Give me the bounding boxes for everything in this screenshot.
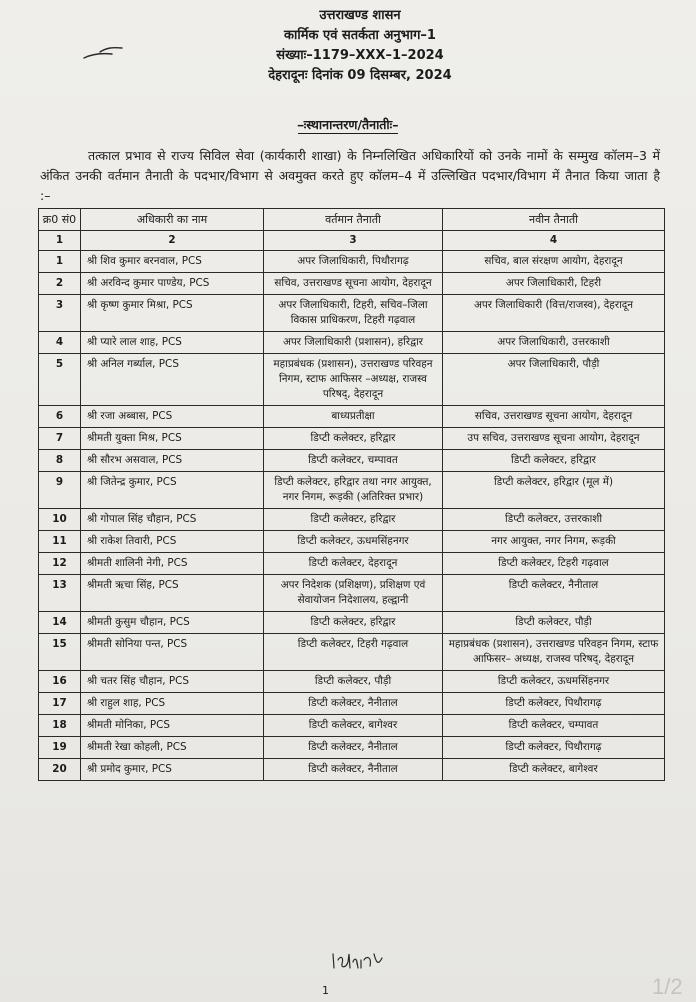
- new-posting-cell: डिप्टी कलेक्टर, चम्पावत: [443, 715, 665, 737]
- serial-cell: 4: [39, 332, 81, 354]
- current-posting-cell: डिप्टी कलेक्टर, देहरादून: [264, 553, 443, 575]
- table-row: [39, 406, 665, 428]
- order-date: देहरादूनः दिनांक 09 दिसम्बर, 2024: [268, 68, 452, 83]
- current-posting-cell: सचिव, उत्तराखण्ड सूचना आयोग, देहरादून: [264, 273, 443, 295]
- column-number-row: [39, 231, 665, 251]
- header-serial: क्र0 सं0: [39, 209, 81, 231]
- new-posting-cell: डिप्टी कलेक्टर, हरिद्वार (मूल में): [443, 472, 665, 509]
- table-row: [39, 531, 665, 553]
- officer-name-cell: श्रीमती शालिनी नेगी, PCS: [81, 553, 264, 575]
- serial-cell: 7: [39, 428, 81, 450]
- table-row: [39, 273, 665, 295]
- subject-text: –ःस्थानान्तरण/तैनातीः–: [297, 117, 399, 132]
- serial-cell: 16: [39, 671, 81, 693]
- intro-paragraph: तत्काल प्रभाव से राज्य सिविल सेवा (कार्यकारी शाखा) के निम्नलिखित अधिकारियों को उनके नामों के सम्मुख कॉलम–3 में अंकित उनकी वर्तमान तैनाती के पदभार/विभाग से अवमुक्त करते हुए कॉलम–4 में उल्लिखित पदभार/विभाग में तैनात किया जाता है :–: [40, 148, 660, 203]
- current-posting-cell: डिप्टी कलेक्टर, नैनीताल: [264, 759, 443, 781]
- new-posting-cell: अपर जिलाधिकारी (वित्त/राजस्व), देहरादून: [443, 295, 665, 332]
- current-posting-cell: महाप्रबंधक (प्रशासन), उत्तराखण्ड परिवहन निगम, स्टाफ आफिसर –अध्यक्ष, राजस्व परिषद्, देहरादून: [264, 354, 443, 406]
- table-row: [39, 693, 665, 715]
- officer-name-cell: श्रीमती रेखा कोहली, PCS: [81, 737, 264, 759]
- officer-name-cell: श्रीमती मोनिका, PCS: [81, 715, 264, 737]
- officer-name-cell: श्री सौरभ असवाल, PCS: [81, 450, 264, 472]
- serial-cell: 20: [39, 759, 81, 781]
- table-row: [39, 332, 665, 354]
- document-header: [200, 6, 520, 86]
- new-posting-cell: अपर जिलाधिकारी, पौड़ी: [443, 354, 665, 406]
- column-number: 4: [443, 231, 665, 251]
- new-posting-cell: डिप्टी कलेक्टर, नैनीताल: [443, 575, 665, 612]
- current-posting-cell: डिप्टी कलेक्टर, हरिद्वार: [264, 509, 443, 531]
- serial-cell: 9: [39, 472, 81, 509]
- serial-cell: 8: [39, 450, 81, 472]
- new-posting-cell: नगर आयुक्त, नगर निगम, रूड़की: [443, 531, 665, 553]
- table-row: [39, 251, 665, 273]
- serial-cell: 13: [39, 575, 81, 612]
- serial-cell: 19: [39, 737, 81, 759]
- serial-cell: 14: [39, 612, 81, 634]
- new-posting-cell: डिप्टी कलेक्टर, हरिद्वार: [443, 450, 665, 472]
- table-row: [39, 737, 665, 759]
- new-posting-cell: अपर जिलाधिकारी, उत्तरकाशी: [443, 332, 665, 354]
- current-posting-cell: डिप्टी कलेक्टर, हरिद्वार तथा नगर आयुक्त, नगर निगम, रूड़की (अतिरिक्त प्रभार): [264, 472, 443, 509]
- table-header-row: [39, 209, 665, 231]
- sheet-count: 1/2: [652, 974, 683, 999]
- serial-cell: 11: [39, 531, 81, 553]
- new-posting-cell: डिप्टी कलेक्टर, बागेश्वर: [443, 759, 665, 781]
- serial-cell: 18: [39, 715, 81, 737]
- current-posting-cell: डिप्टी कलेक्टर, पौड़ी: [264, 671, 443, 693]
- serial-cell: 5: [39, 354, 81, 406]
- subject-heading: [0, 116, 696, 133]
- table-row: [39, 509, 665, 531]
- handwritten-signature: [330, 948, 386, 972]
- serial-cell: 15: [39, 634, 81, 671]
- serial-cell: 12: [39, 553, 81, 575]
- department-name: कार्मिक एवं सतर्कता अनुभाग–1: [284, 28, 436, 43]
- officer-name-cell: श्री प्यारे लाल शाह, PCS: [81, 332, 264, 354]
- new-posting-cell: सचिव, बाल संरक्षण आयोग, देहरादून: [443, 251, 665, 273]
- serial-cell: 10: [39, 509, 81, 531]
- table-row: [39, 759, 665, 781]
- new-posting-cell: डिप्टी कलेक्टर, उत्तरकाशी: [443, 509, 665, 531]
- current-posting-cell: डिप्टी कलेक्टर, हरिद्वार: [264, 428, 443, 450]
- table-row: [39, 472, 665, 509]
- new-posting-cell: डिप्टी कलेक्टर, टिहरी गढ़वाल: [443, 553, 665, 575]
- table-row: [39, 553, 665, 575]
- officer-name-cell: श्री अरविन्द कुमार पाण्डेय, PCS: [81, 273, 264, 295]
- officer-name-cell: श्रीमती कुसुम चौहान, PCS: [81, 612, 264, 634]
- table-row: [39, 575, 665, 612]
- current-posting-cell: अपर जिलाधिकारी, पिथौरागढ़: [264, 251, 443, 273]
- government-name: उत्तराखण्ड शासन: [319, 8, 401, 23]
- header-officer-name: अधिकारी का नाम: [81, 209, 264, 231]
- order-number: संख्याः–1179–XXX–1–2024: [276, 48, 444, 63]
- new-posting-cell: डिप्टी कलेक्टर, पिथौरागढ़: [443, 737, 665, 759]
- table-row: [39, 354, 665, 406]
- header-new-posting: नवीन तैनाती: [443, 209, 665, 231]
- officer-name-cell: श्री जितेन्द्र कुमार, PCS: [81, 472, 264, 509]
- officer-name-cell: श्री अनिल गर्ब्याल, PCS: [81, 354, 264, 406]
- current-posting-cell: डिप्टी कलेक्टर, ऊधमसिंहनगर: [264, 531, 443, 553]
- serial-cell: 17: [39, 693, 81, 715]
- current-posting-cell: अपर जिलाधिकारी, टिहरी, सचिव–जिला विकास प्राधिकरण, टिहरी गढ़वाल: [264, 295, 443, 332]
- current-posting-cell: डिप्टी कलेक्टर, बागेश्वर: [264, 715, 443, 737]
- table-row: [39, 450, 665, 472]
- new-posting-cell: अपर जिलाधिकारी, टिहरी: [443, 273, 665, 295]
- serial-cell: 2: [39, 273, 81, 295]
- current-posting-cell: डिप्टी कलेक्टर, चम्पावत: [264, 450, 443, 472]
- header-current-posting: वर्तमान तैनाती: [264, 209, 443, 231]
- current-posting-cell: बाध्यप्रतीक्षा: [264, 406, 443, 428]
- column-number: 1: [39, 231, 81, 251]
- handwritten-initial-mark: [82, 44, 126, 64]
- current-posting-cell: डिप्टी कलेक्टर, हरिद्वार: [264, 612, 443, 634]
- officer-name-cell: श्री गोपाल सिंह चौहान, PCS: [81, 509, 264, 531]
- officer-name-cell: श्री शिव कुमार बरनवाल, PCS: [81, 251, 264, 273]
- officer-name-cell: श्री प्रमोद कुमार, PCS: [81, 759, 264, 781]
- officer-name-cell: श्रीमती युक्ता मिश्र, PCS: [81, 428, 264, 450]
- officer-name-cell: श्री कृष्ण कुमार मिश्रा, PCS: [81, 295, 264, 332]
- serial-cell: 3: [39, 295, 81, 332]
- new-posting-cell: उप सचिव, उत्तराखण्ड सूचना आयोग, देहरादून: [443, 428, 665, 450]
- current-posting-cell: अपर निदेशक (प्रशिक्षण), प्रशिक्षण एवं सेवायोजन निदेशालय, हल्द्वानी: [264, 575, 443, 612]
- officer-name-cell: श्रीमती ऋचा सिंह, PCS: [81, 575, 264, 612]
- serial-cell: 1: [39, 251, 81, 273]
- table-row: [39, 428, 665, 450]
- table-row: [39, 295, 665, 332]
- page-number: 1: [322, 984, 329, 997]
- current-posting-cell: डिप्टी कलेक्टर, नैनीताल: [264, 737, 443, 759]
- table-row: [39, 612, 665, 634]
- current-posting-cell: अपर जिलाधिकारी (प्रशासन), हरिद्वार: [264, 332, 443, 354]
- serial-cell: 6: [39, 406, 81, 428]
- officer-name-cell: श्रीमती सोनिया पन्त, PCS: [81, 634, 264, 671]
- column-number: 3: [264, 231, 443, 251]
- current-posting-cell: डिप्टी कलेक्टर, टिहरी गढ़वाल: [264, 634, 443, 671]
- new-posting-cell: सचिव, उत्तराखण्ड सूचना आयोग, देहरादून: [443, 406, 665, 428]
- new-posting-cell: महाप्रबंधक (प्रशासन), उत्तराखण्ड परिवहन निगम, स्टाफ आफिसर– अध्यक्ष, राजस्व परिषद्, देहरादून: [443, 634, 665, 671]
- new-posting-cell: डिप्टी कलेक्टर, पिथौरागढ़: [443, 693, 665, 715]
- table-row: [39, 671, 665, 693]
- current-posting-cell: डिप्टी कलेक्टर, नैनीताल: [264, 693, 443, 715]
- officer-name-cell: श्री रजा अब्बास, PCS: [81, 406, 264, 428]
- new-posting-cell: डिप्टी कलेक्टर, ऊधमसिंहनगर: [443, 671, 665, 693]
- new-posting-cell: डिप्टी कलेक्टर, पौड़ी: [443, 612, 665, 634]
- table-row: [39, 634, 665, 671]
- officer-name-cell: श्री चतर सिंह चौहान, PCS: [81, 671, 264, 693]
- column-number: 2: [81, 231, 264, 251]
- table-body: [39, 251, 665, 781]
- table-row: [39, 715, 665, 737]
- transfer-table: [38, 208, 665, 781]
- officer-name-cell: श्री राकेश तिवारी, PCS: [81, 531, 264, 553]
- officer-name-cell: श्री राहुल शाह, PCS: [81, 693, 264, 715]
